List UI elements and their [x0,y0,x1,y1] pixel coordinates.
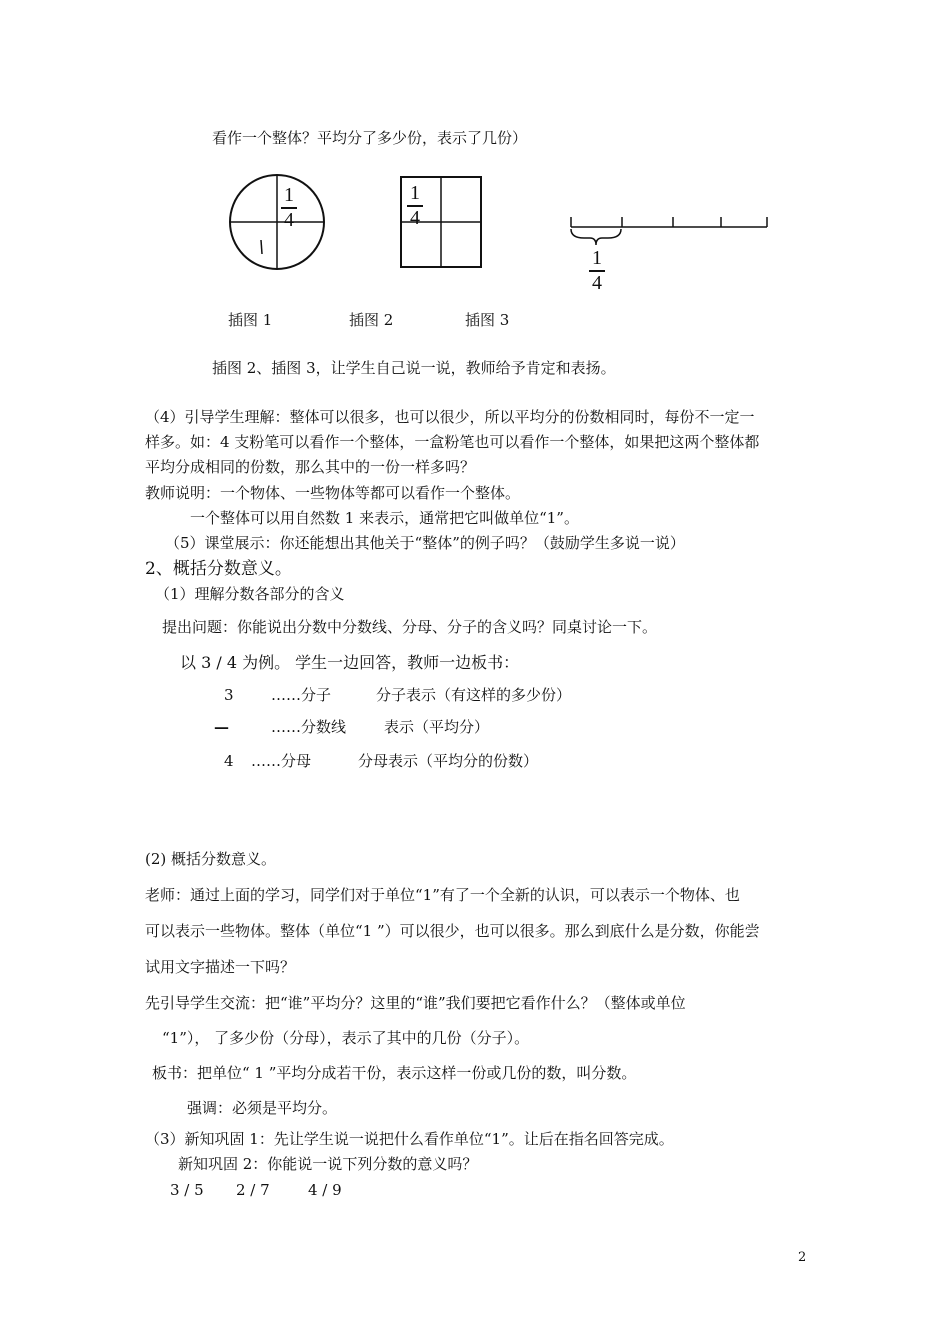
sub2-board-line: 板书：把单位“ 1 ”平均分成若干份，表示这样一份或几份的数，叫分数。 [152,1064,637,1082]
fraction-illustrations [0,0,950,320]
sub2-emphasis: 强调：必须是平均分。 [187,1099,338,1117]
sub1-example: 以 3 / 4 为例。 学生一边回答，教师一边板书： [180,653,520,672]
section-heading-2: 2、概括分数意义。 [145,559,292,579]
segment-quarters-figure [571,217,767,245]
board-fraction-line: — [214,718,229,736]
circle-fraction-label: 1 4 [281,185,297,230]
caption-figure-2: 插图 2 [349,311,394,329]
segment-fraction-label: 1 4 [589,248,605,293]
unit-note: 一个整体可以用自然数 1 来表示，通常把它叫做单位“1”。 [190,509,579,527]
board-line-label: ……分数线 [271,718,347,736]
board-denominator: 4 [224,752,234,770]
sub2-line-2: 可以表示一些物体。整体（单位“1 ”）可以很少，也可以很多。那么到底什么是分数，你能尝 [145,922,760,940]
sub1-title: （1）理解分数各部分的含义 [155,585,345,603]
teacher-note: 教师说明：一个物体、一些物体等都可以看作一个整体。 [145,484,521,502]
section4-line-2: 样多。如：4 支粉笔可以看作一个整体，一盒粉笔也可以看作一个整体，如果把这两个整体都 [145,433,760,451]
sub3-fraction-2: 2 / 7 [236,1181,270,1199]
sub2-title: (2) 概括分数意义。 [145,850,277,868]
sub2-line-5: “1”）， 了多少份（分母），表示了其中的几份（分子）。 [162,1029,530,1047]
intro-line: 看作一个整体？平均分了多少份，表示了几份） [212,129,528,147]
section4-line-3: 平均分成相同的份数，那么其中的一份一样多吗？ [145,458,476,476]
section4-line-1: （4）引导学生理解：整体可以很多，也可以很少，所以平均分的份数相同时，每份不一定一 [145,408,755,426]
sub2-line-4: 先引导学生交流：把“谁”平均分？这里的“谁”我们要把它看作什么？（整体或单位 [145,994,686,1012]
board-denominator-desc: 分母表示（平均分的份数） [358,752,539,770]
board-numerator-desc: 分子表示（有这样的多少份） [376,686,572,704]
board-denominator-label: ……分母 [251,752,312,770]
sub3-fraction-3: 4 / 9 [308,1181,342,1199]
square-fraction-label: 1 4 [407,183,423,228]
section5-line: （5）课堂展示：你还能想出其他关于“整体”的例子吗？（鼓励学生多说一说） [165,534,685,552]
sub1-question: 提出问题：你能说出分数中分数线、分母、分子的含义吗？同桌讨论一下。 [162,618,658,636]
circle-quarters-figure [230,175,324,269]
caption-figure-1: 插图 1 [228,311,273,329]
caption-figure-3: 插图 3 [465,311,510,329]
page-number: 2 [798,1250,807,1265]
board-numerator: 3 [224,686,234,704]
sub3-line-2: 新知巩固 2：你能说一说下列分数的意义吗？ [178,1155,478,1173]
sub2-line-3: 试用文字描述一下吗？ [145,958,296,976]
sub3-fraction-1: 3 / 5 [170,1181,204,1199]
sub2-line-1: 老师：通过上面的学习，同学们对于单位“1”有了一个全新的认识，可以表示一个物体、也 [145,886,740,904]
board-numerator-label: ……分子 [271,686,332,704]
sub3-line-1: （3）新知巩固 1：先让学生说一说把什么看作单位“1”。让后在指名回答完成。 [145,1130,674,1148]
after-figures-text: 插图 2、插图 3，让学生自己说一说，教师给予肯定和表扬。 [212,359,616,377]
board-line-desc: 表示（平均分） [384,718,490,736]
